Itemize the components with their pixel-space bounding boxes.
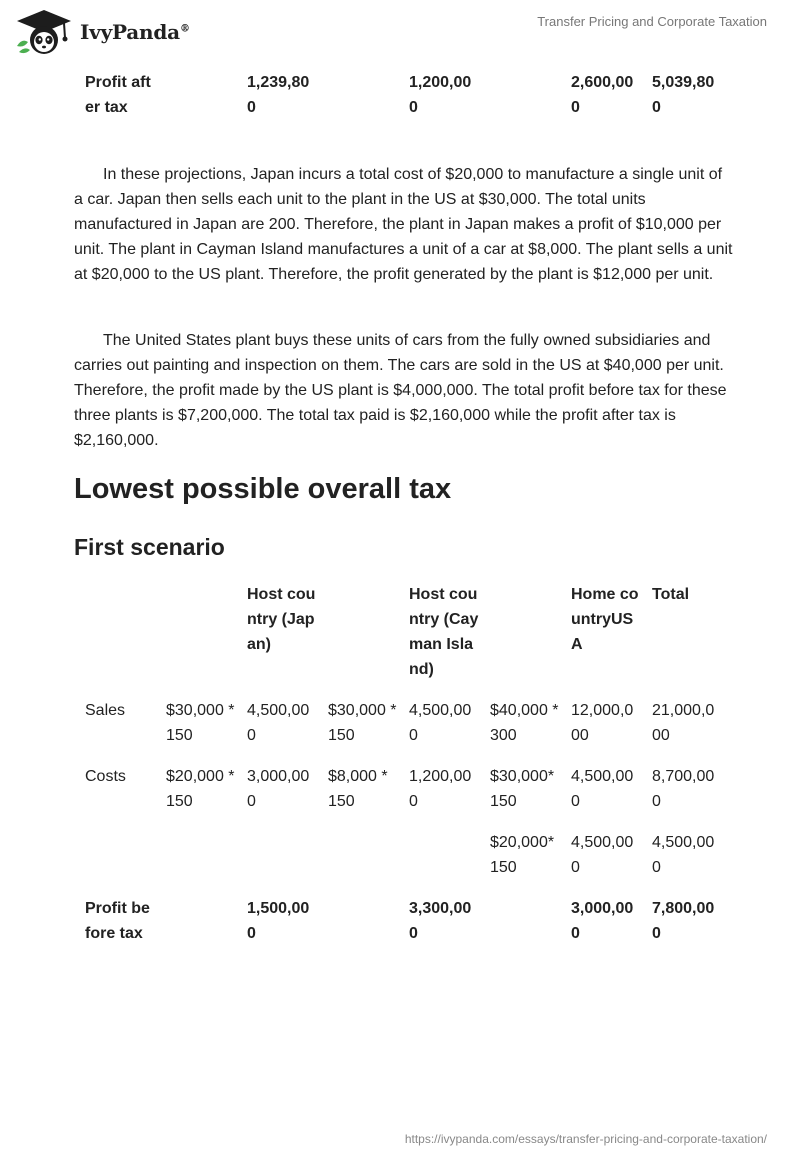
section-heading: Lowest possible overall tax (74, 473, 452, 505)
column-header (155, 582, 236, 698)
row-label: Profit before tax (85, 900, 150, 942)
table-cell: 4,500,000 (409, 702, 472, 744)
table-cell: 2,600,000 (571, 74, 634, 116)
table-cell: $40,000 * 300 (490, 702, 559, 744)
table-cell: $20,000 * 150 (166, 768, 235, 810)
table-cell: 12,000,000 (571, 702, 634, 744)
footer-url[interactable]: https://ivypanda.com/essays/transfer-pricing-and-corporate-taxation/ (404, 1132, 767, 1146)
column-header (317, 582, 398, 698)
table-row (74, 70, 722, 120)
logo-link[interactable] (14, 8, 190, 56)
document-title: Transfer Pricing and Corporate Taxation (537, 14, 767, 29)
table-cell (479, 70, 560, 120)
column-header: Host country (Japan) (247, 586, 316, 653)
table-cell: $30,000*150 (490, 768, 555, 810)
table-row (74, 698, 722, 764)
table-cell: $30,000 * 150 (166, 702, 235, 744)
table-cell: 5,039,800 (652, 74, 715, 116)
table-cell: 1,200,000 (409, 768, 472, 810)
sub-heading: First scenario (74, 534, 225, 560)
table-cell: 1,500,000 (247, 900, 310, 942)
paragraph: In these projections, Japan incurs a total cost of $20,000 to manufacture a single unit of a car. Japan then sells each unit to the plant in the US at $30,000. The total units manufactured in Japan are 200. Therefore, the plant in Japan makes a profit of $10,000 per unit. The plant in Cayman Island manufactures a unit of a car at $8,000. The plant sells a unit at $20,000 to the US plant. Therefore, the profit generated by the plant is $12,000 per unit. (74, 166, 733, 283)
row-label: Costs (85, 768, 126, 785)
table-cell (155, 70, 236, 120)
table-cell (317, 896, 398, 946)
table-row (74, 830, 722, 896)
first-scenario-table (74, 582, 722, 946)
table-cell: 4,500,000 (247, 702, 310, 744)
row-label (74, 830, 155, 896)
table-cell: 3,000,000 (571, 900, 634, 942)
row-label: Sales (85, 702, 126, 719)
panda-graduate-icon (14, 8, 74, 56)
table-cell: $8,000 * 150 (328, 768, 388, 810)
table-cell: $30,000 * 150 (328, 702, 397, 744)
table-cell (236, 830, 317, 896)
table-header-row (74, 582, 722, 698)
column-header (479, 582, 560, 698)
table-cell: 4,500,000 (571, 768, 634, 810)
table-cell: 3,000,000 (247, 768, 310, 810)
column-header: Host country (Cayman Island) (409, 586, 479, 678)
table-cell: 21,000,000 (652, 702, 715, 744)
table-cell (155, 830, 236, 896)
table-cell (398, 830, 479, 896)
table-cell: $20,000*150 (490, 834, 555, 876)
table-cell (155, 896, 236, 946)
table-cell (317, 830, 398, 896)
paragraph: The United States plant buys these units of cars from the fully owned subsidiaries and carries out painting and inspection on them. The cars are sold in the US at $40,000 per unit. Therefore, the profit made by the US plant is $4,000,000. The total profit before tax for these three plants is $7,200,000. The total tax paid is $2,160,000 while the profit after tax is $2,160,000. (74, 332, 727, 449)
table-cell (479, 896, 560, 946)
column-header: Total (652, 586, 690, 603)
table-cell: 3,300,000 (409, 900, 472, 942)
brand-name: IvyPanda® (80, 20, 190, 44)
table-cell: 1,239,800 (247, 74, 310, 116)
row-label: Profit after tax (85, 74, 151, 116)
table-row (74, 764, 722, 830)
table-cell: 7,800,000 (652, 900, 715, 942)
profit-after-tax-table (74, 70, 722, 120)
table-row (74, 896, 722, 946)
column-header: Home countryUSA (571, 586, 639, 653)
table-cell: 1,200,000 (409, 74, 472, 116)
table-cell: 4,500,000 (652, 834, 715, 876)
table-cell (317, 70, 398, 120)
column-header (74, 582, 155, 698)
page-header (0, 0, 800, 70)
table-cell: 8,700,000 (652, 768, 715, 810)
table-cell: 4,500,000 (571, 834, 634, 876)
